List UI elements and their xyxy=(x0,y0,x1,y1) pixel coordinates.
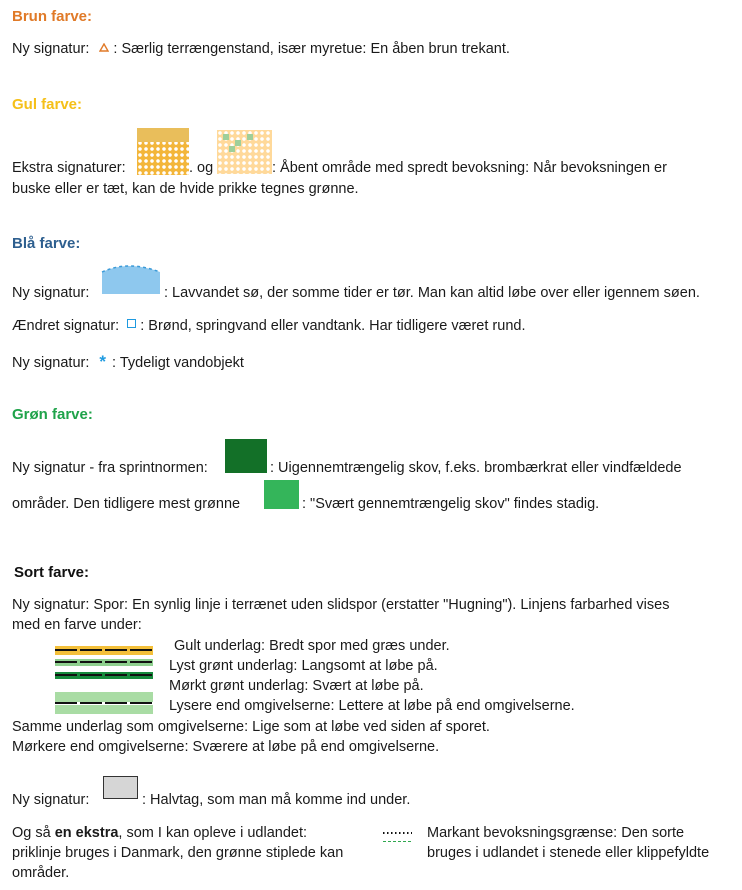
track-yellow-swatch xyxy=(55,646,153,655)
black-intro1: Ny signatur: Spor: En synlig linje i terrænet uden slidspor (erstatter "Hugning"). Linjens farbarhed vises xyxy=(12,597,670,613)
shallow-lake-icon xyxy=(98,264,164,298)
extra-left-bold: en ekstra xyxy=(54,825,119,841)
extra-right-1: Markant bevoksningsgrænse: Den sorte xyxy=(427,825,685,841)
blue-line3-prefix: Ny signatur: xyxy=(12,355,90,371)
brown-text: : Særlig terrængenstand, især myretue: En åben brun trekant. xyxy=(113,41,510,57)
track-item-2: Lyst grønt underlag: Langsomt at løbe på. xyxy=(169,658,438,674)
water-star-icon: * xyxy=(99,352,107,371)
heading-brown: Brun farve: xyxy=(12,8,93,25)
heading-blue: Blå farve: xyxy=(12,235,81,252)
green-line1-prefix: Ny signatur - fra sprintnormen: xyxy=(12,460,208,476)
extra-right-2: bruges i udlandet i stenede eller klippefyldte xyxy=(427,845,710,861)
track-dark-green-swatch xyxy=(55,672,153,679)
blue-line2-text: : Brønd, springvand eller vandtank. Har tidligere været rund. xyxy=(140,318,526,334)
extra-left-1 xyxy=(12,825,307,841)
black-intro2: med en farve under: xyxy=(12,617,142,633)
green-line2-text: : "Svært gennemtrængelig skov" findes stadig. xyxy=(302,496,600,512)
blue-line1-prefix: Ny signatur: xyxy=(12,285,90,301)
track-same: Samme underlag som omgivelserne: Lige som at løbe ved siden af sporet. xyxy=(12,719,490,735)
canopy-text: : Halvtag, som man må komme ind under. xyxy=(142,792,411,808)
blue-line1-text: : Lavvandet sø, der somme tider er tør. Man kan altid løbe over eller igennem søen. xyxy=(164,285,700,301)
heading-black: Sort farve: xyxy=(14,564,90,581)
yellow-text2: buske eller er tæt, kan de hvide prikke tegnes grønne. xyxy=(12,181,359,197)
blue-line3 xyxy=(12,352,244,372)
vegetation-boundary-dashed-green xyxy=(383,841,412,842)
extra-left-3: områder. xyxy=(12,865,70,881)
green-line1-text: : Uigennemtrængelig skov, f.eks. brombærkrat eller vindfældede xyxy=(270,460,682,476)
extra-left-1b: , som I kan opleve i udlandet: xyxy=(118,825,308,841)
canopy-swatch xyxy=(103,776,138,799)
brown-prefix: Ny signatur: xyxy=(12,41,90,57)
extra-left-2: priklinje bruges i Danmark, den grønne stiplede kan xyxy=(12,845,344,861)
blue-line2 xyxy=(12,318,525,334)
brown-line xyxy=(12,41,510,57)
extra-left-1a: Og så xyxy=(12,825,55,841)
green-line2-prefix: områder. Den tidligere mest grønne xyxy=(12,496,241,512)
track-item-4: Lysere end omgivelserne: Lettere at løbe på end omgivelserne. xyxy=(169,698,575,714)
yellow-og: . og xyxy=(189,160,214,176)
yellow-prefix: Ekstra signaturer: xyxy=(12,160,126,176)
difficult-forest-swatch xyxy=(264,480,299,509)
well-square-icon xyxy=(127,319,136,328)
blue-line3-text: : Tydeligt vandobjekt xyxy=(112,355,244,371)
heading-yellow: Gul farve: xyxy=(12,96,83,113)
yellow-text1: : Åbent område med spredt bevoksning: Når bevoksningen er xyxy=(272,160,667,176)
track-light-green-swatch xyxy=(55,659,153,666)
yellow-dots-pattern-2 xyxy=(217,130,272,174)
blue-line2-prefix: Ændret signatur: xyxy=(12,318,120,334)
heading-green: Grøn farve: xyxy=(12,406,93,423)
track-item-1: Gult underlag: Bredt spor med græs under. xyxy=(174,638,450,654)
canopy-prefix: Ny signatur: xyxy=(12,792,90,808)
open-triangle-icon xyxy=(99,43,109,52)
vegetation-boundary-dotted-black xyxy=(383,832,412,834)
track-item-3: Mørkt grønt underlag: Svært at løbe på. xyxy=(169,678,424,694)
track-darker: Mørkere end omgivelserne: Sværere at løbe på end omgivelserne. xyxy=(12,739,440,755)
track-lighter-swatch xyxy=(55,692,153,714)
yellow-dots-pattern-1 xyxy=(137,128,189,175)
impassable-forest-swatch xyxy=(225,439,267,473)
